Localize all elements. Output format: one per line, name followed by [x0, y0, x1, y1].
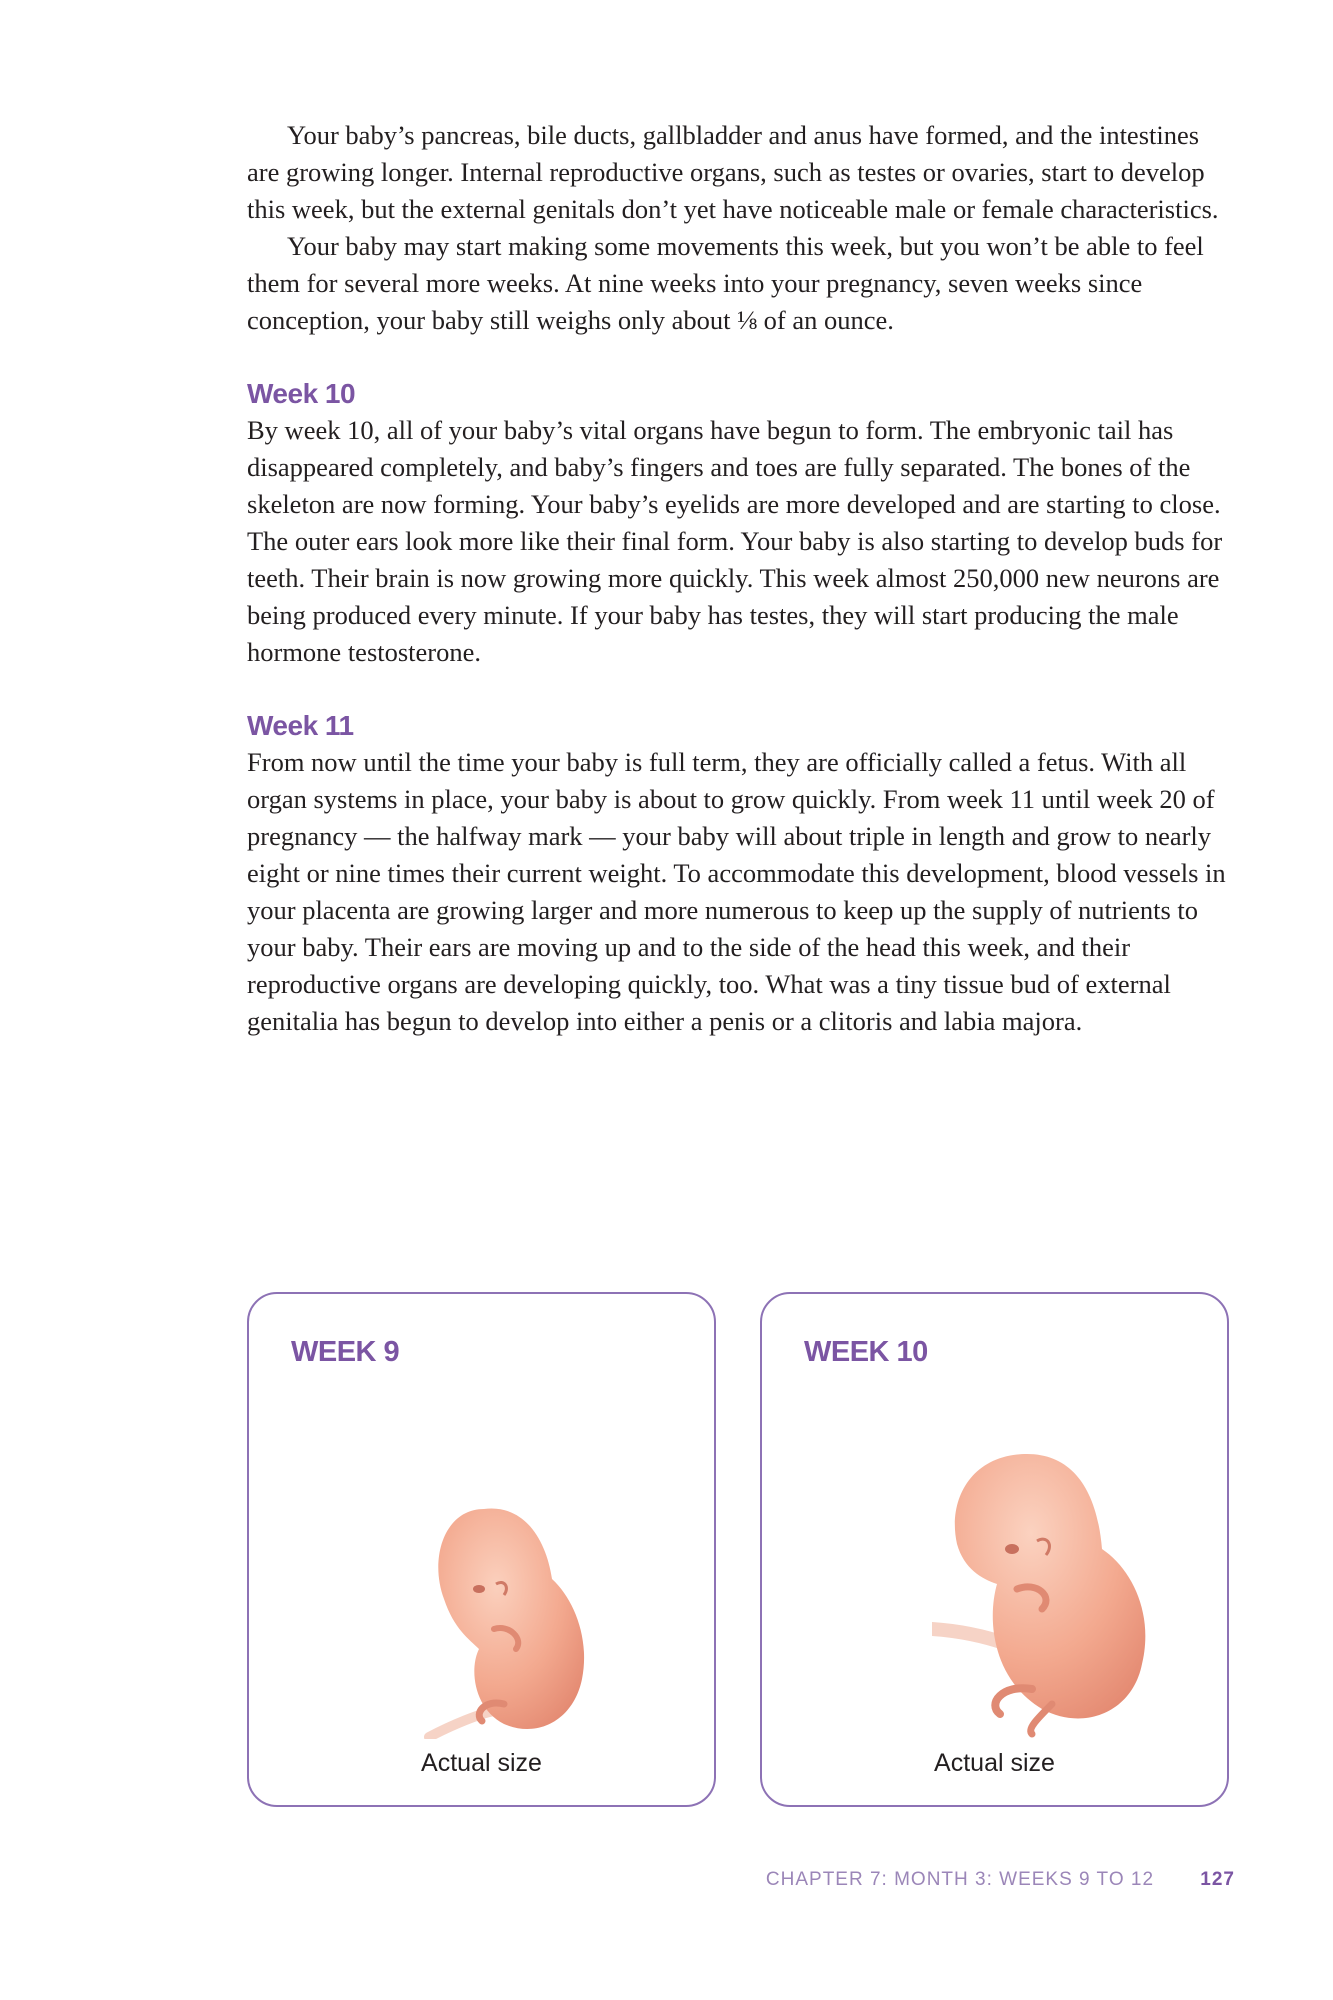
- body-text: [247, 117, 1237, 1040]
- week-10-card: [760, 1292, 1229, 1807]
- week-10-embryo-illustration: [932, 1449, 1172, 1739]
- card-title: WEEK 9: [291, 1336, 400, 1368]
- card-caption: Actual size: [934, 1749, 1055, 1777]
- week-10-body: By week 10, all of your baby’s vital organs have begun to form. The embryonic tail has disappeared completely, and baby’s fingers and toes are fully separated. The bones of the skeleton are now forming. Your baby’s eyelids are more developed and are starting to close. The outer ears look more like their final form. Your baby is also starting to develop buds for teeth. Their brain is now growing more quickly. This week almost 250,000 new neurons are being produced every minute. If your baby has testes, they will start producing the male hormone testosterone.: [247, 415, 1223, 667]
- week-11-body: From now until the time your baby is full term, they are officially called a fetus. With all organ systems in place, your baby is about to grow quickly. From week 11 until week 20 of pregnancy — the halfway mark — your baby will about triple in length and grow to nearly eight or nine times their current weight. To accommodate this development, blood vessels in your placenta are growing larger and more numerous to keep up the supply of nutrients to your baby. Their ears are moving up and to the side of the head this week, and their reproductive organs are developing quickly, too. What was a tiny tissue bud of external genitalia has begun to develop into either a penis or a clitoris and labia majora.: [247, 747, 1226, 1036]
- week-9-embryo-illustration: [424, 1489, 594, 1739]
- page-number: 127: [1200, 1869, 1235, 1890]
- card-title: WEEK 10: [804, 1336, 928, 1368]
- chapter-title: CHAPTER 7: MONTH 3: WEEKS 9 TO 12: [765, 1869, 1155, 1890]
- card-caption: Actual size: [421, 1749, 542, 1777]
- paragraph-movements: Your baby may start making some movements this week, but you won’t be able to feel them for several more weeks. At nine weeks into your pregnancy, seven weeks since conception, your baby still weighs only about ⅛ of an ounce.: [247, 231, 1204, 335]
- page-footer: [766, 1869, 1235, 1891]
- week-11-heading: Week 11: [247, 710, 354, 741]
- week-10-heading: Week 10: [247, 378, 356, 409]
- paragraph-organs: Your baby’s pancreas, bile ducts, gallbladder and anus have formed, and the intestines are growing longer. Internal reproductive organs, such as testes or ovaries, start to develop this week, but the external genitals don’t yet have noticeable male or female characteristics.: [247, 120, 1219, 224]
- week-9-card: [247, 1292, 716, 1807]
